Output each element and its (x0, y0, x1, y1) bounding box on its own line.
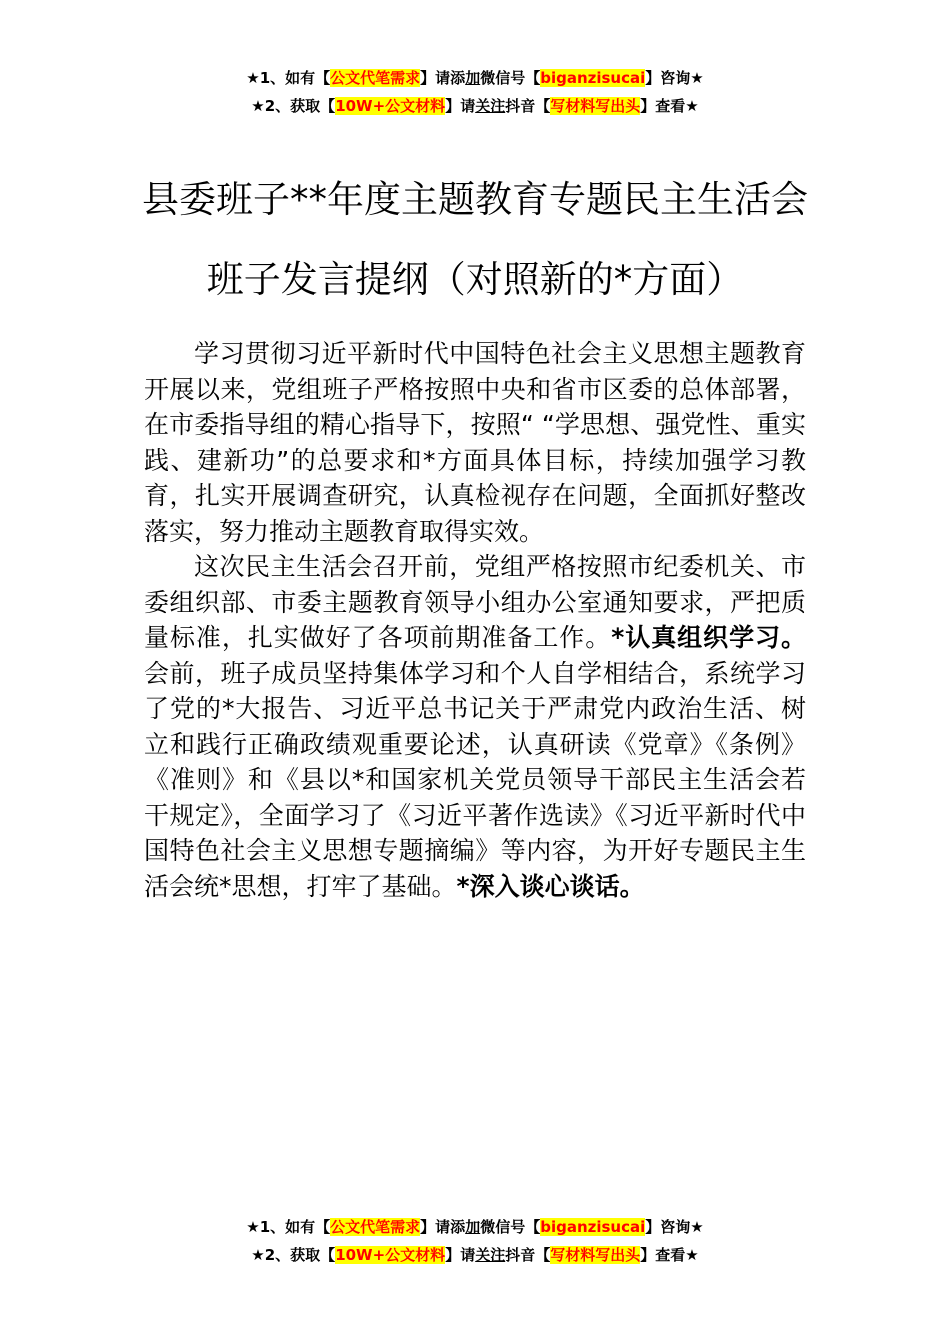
paragraph-2 (144, 549, 806, 904)
banner-line-2 (0, 1241, 950, 1269)
paragraph-text: 这次民主生活会召开前，党组严格按照市纪委机关、市委组织部、市委主题教育领导小组办公室通知要求，严把质量标准，扎实做好了各项前期准备工作。 (144, 552, 806, 652)
document-body (144, 336, 806, 904)
banner-text: ★1、如有【 (246, 69, 331, 87)
banner-line-1 (0, 1213, 950, 1241)
banner-text: 微信号【 (480, 1218, 541, 1236)
paragraph-1: 学习贯彻习近平新时代中国特色社会主义思想主题教育开展以来，党组班子严格按照中央和省市区委的总体部署，在市委指导组的精心指导下，按照“ “学思想、强党性、重实践、建新功”的总要求和*方面具体目标，持续加强学习教育，扎实开展调查研究，认真检视存在问题，全面抓好整改落实，努力推动主题教育取得实效。 (144, 339, 806, 546)
banner-underline: 加 (465, 69, 481, 87)
banner-highlight: 写材料写出头 (550, 1246, 641, 1264)
banner-highlight: biganzisucai (540, 1218, 646, 1236)
banner-underline: 加 (465, 1218, 481, 1236)
banner-highlight: 写材料写出头 (550, 97, 641, 115)
banner-text: ★2、获取【 (251, 1246, 336, 1264)
banner-highlight: 10W+公文材料 (335, 97, 446, 115)
banner-text: 】请添 (420, 1218, 466, 1236)
banner-text: 】查看★ (640, 97, 699, 115)
banner-highlight: biganzisucai (540, 69, 646, 87)
paragraph-bold-heading: *认真组织学习。 (611, 623, 806, 652)
bottom-banner (0, 1213, 950, 1269)
banner-highlight: 公文代笔需求 (330, 69, 421, 87)
banner-text: 】查看★ (640, 1246, 699, 1264)
banner-text: ★2、获取【 (251, 97, 336, 115)
title-line-2: 班子发言提纲（对照新的*方面） (206, 258, 744, 301)
title-line-1: 县委班子**年度主题教育专题民主生活会 (142, 178, 808, 221)
banner-text: 】请 (445, 1246, 476, 1264)
banner-text: 】请添 (420, 69, 466, 87)
top-banner (0, 64, 950, 120)
banner-text: 抖音【 (505, 97, 551, 115)
banner-highlight: 10W+公文材料 (335, 1246, 446, 1264)
banner-text: 抖音【 (505, 1246, 551, 1264)
banner-underline: 关注 (475, 1246, 506, 1264)
banner-underline: 关注 (475, 97, 506, 115)
paragraph-bold-heading: *深入谈心谈话。 (456, 871, 645, 901)
banner-text: 微信号【 (480, 69, 541, 87)
banner-highlight: 公文代笔需求 (330, 1218, 421, 1236)
banner-line-2 (0, 92, 950, 120)
banner-text: 】咨询★ (645, 69, 704, 87)
banner-line-1 (0, 64, 950, 92)
banner-text: 】请 (445, 97, 476, 115)
document-title (0, 160, 950, 320)
banner-text: ★1、如有【 (246, 1218, 331, 1236)
banner-text: 】咨询★ (645, 1218, 704, 1236)
paragraph-text: 会前，班子成员坚持集体学习和个人自学相结合，系统学习了党的*大报告、习近平总书记关于严肃党内政治生活、树立和践行正确政绩观重要论述，认真研读《党章》《条例》《准则》和《县以*和国家机关党员领导干部民主生活会若干规定》，全面学习了《习近平著作选读》《习近平新时代中国特色社会主义思想专题摘编》等内容，为开好专题民主生活会统*思想，打牢了基础。 (144, 658, 806, 901)
